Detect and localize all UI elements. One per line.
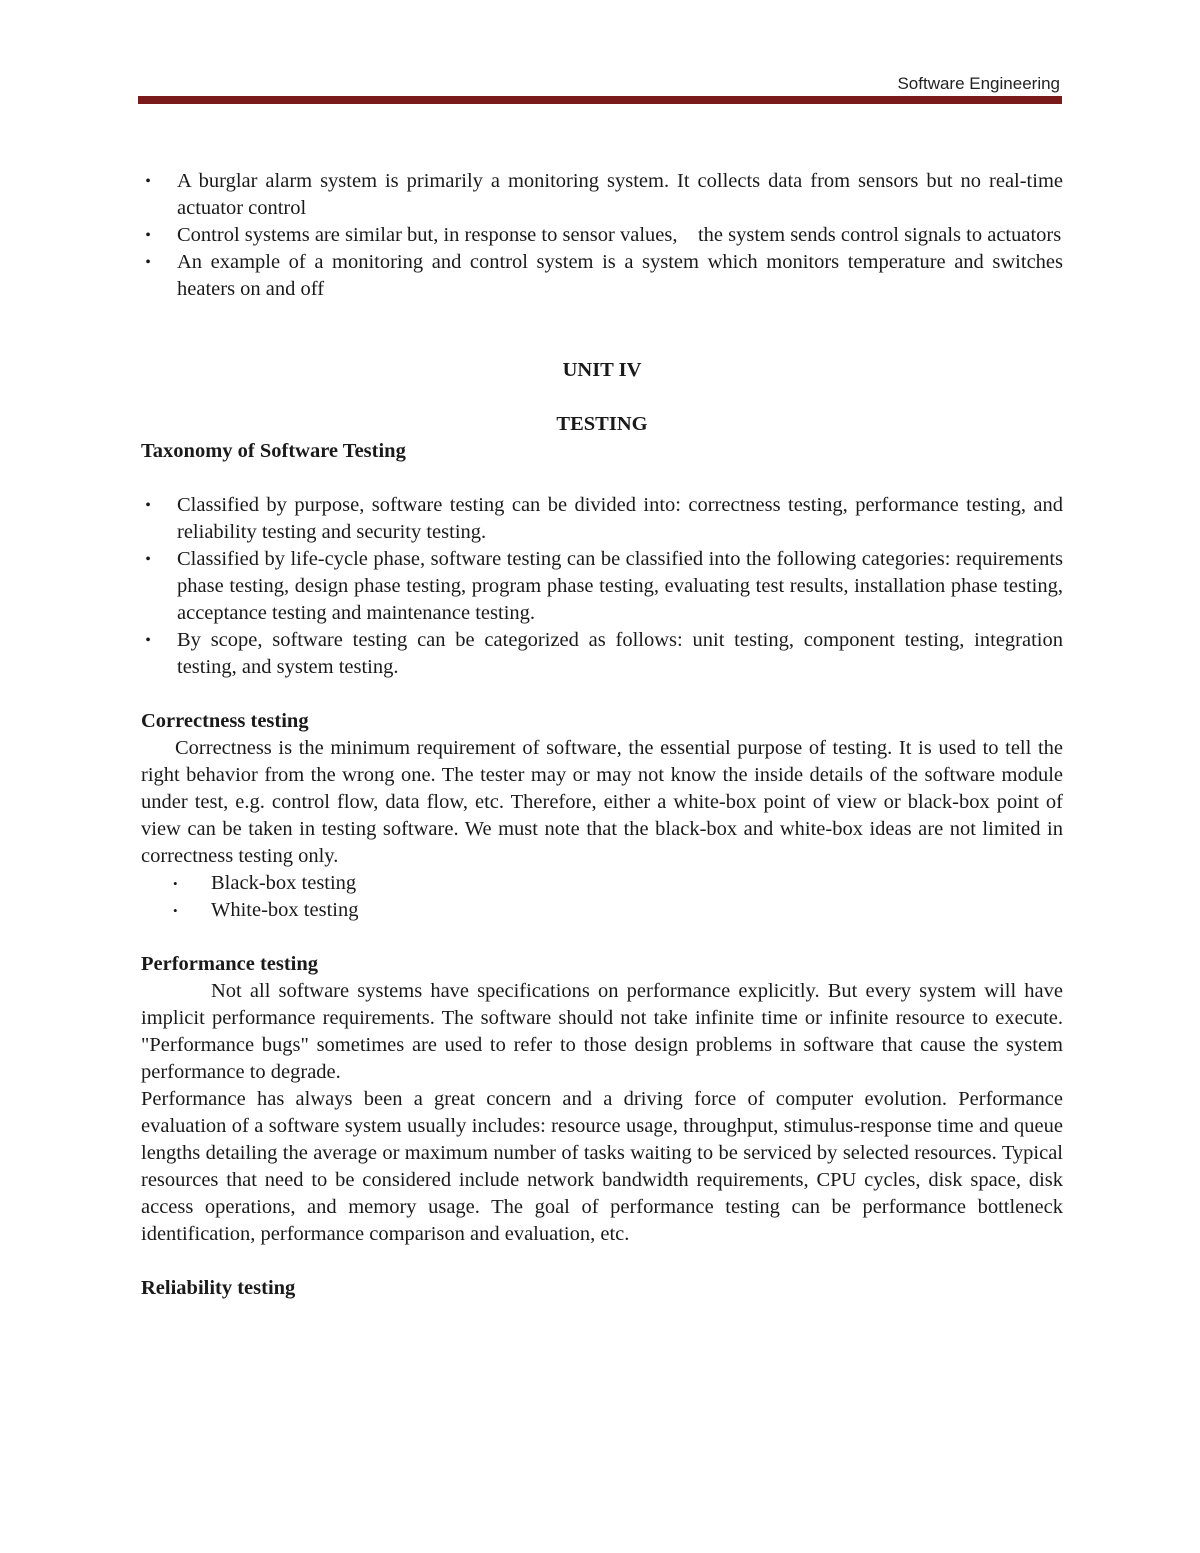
unit-label: UNIT IV	[562, 359, 642, 381]
correctness-heading: Correctness testing	[141, 710, 309, 732]
list-item: • An example of a monitoring and control system is a system which monitors temperature and switches heaters on and off	[141, 249, 1063, 303]
bullet-icon: •	[173, 903, 178, 918]
bullet-icon: •	[145, 632, 151, 649]
list-item: • Control systems are similar but, in response to sensor values, the system sends control signals to actuators	[141, 222, 1063, 249]
bullet-icon: •	[145, 254, 151, 271]
page-content	[141, 168, 1063, 1302]
performance-paragraph-2: Performance has always been a great concern and a driving force of computer evolution. Performance evaluation of a software system usually includes: resource usage, throughput, stimulus-response time and queue lengths detailing the average or maximum number of tasks waiting to be serviced by selected resources. Typical resources that need to be considered include network bandwidth requirements, CPU cycles, disk space, disk access operations, and memory usage. The goal of performance testing can be performance bottleneck identification, performance comparison and evaluation, etc.	[141, 1088, 1063, 1245]
reliability-heading: Reliability testing	[141, 1277, 296, 1299]
bullet-icon: •	[145, 551, 151, 568]
performance-heading: Performance testing	[141, 953, 319, 975]
taxonomy-bullet-list	[141, 492, 1063, 681]
list-item: • A burglar alarm system is primarily a monitoring system. It collects data from sensors but no real-time actuator control	[141, 168, 1063, 222]
intro-bullet-list	[141, 168, 1063, 303]
bullet-icon: •	[145, 173, 151, 190]
bullet-icon: •	[173, 876, 178, 891]
list-item: • Black-box testing	[141, 870, 1063, 897]
bullet-icon: •	[145, 497, 151, 514]
list-item: • Classified by life-cycle phase, software testing can be classified into the following categories: requirements phase testing, design phase testing, program phase testing, evaluating test results, installation phase testing, acceptance testing and maintenance testing.	[141, 546, 1063, 627]
header-rule	[138, 96, 1062, 104]
running-header-title: Software Engineering	[897, 74, 1060, 93]
correctness-sub-list	[141, 870, 1063, 924]
taxonomy-heading: Taxonomy of Software Testing	[141, 440, 406, 462]
list-item: • Classified by purpose, software testing can be divided into: correctness testing, performance testing, and reliability testing and security testing.	[141, 492, 1063, 546]
bullet-icon: •	[145, 227, 151, 244]
correctness-paragraph: Correctness is the minimum requirement of software, the essential purpose of testing. It is used to tell the right behavior from the wrong one. The tester may or may not know the inside details of the software module under test, e.g. control flow, data flow, etc. Therefore, either a white-box point of view or black-box point of view can be taken in testing software. We must note that the black-box and white-box ideas are not limited in correctness testing only.	[141, 737, 1063, 867]
unit-title: TESTING	[556, 413, 648, 435]
list-item: • By scope, software testing can be categorized as follows: unit testing, component testing, integration testing, and system testing.	[141, 627, 1063, 681]
list-item: • White-box testing	[141, 897, 1063, 924]
performance-paragraph-1: Not all software systems have specifications on performance explicitly. But every system will have implicit performance requirements. The software should not take infinite time or infinite resource to execute. "Performance bugs" sometimes are used to refer to those design problems in software that cause the system performance to degrade.	[141, 980, 1063, 1083]
